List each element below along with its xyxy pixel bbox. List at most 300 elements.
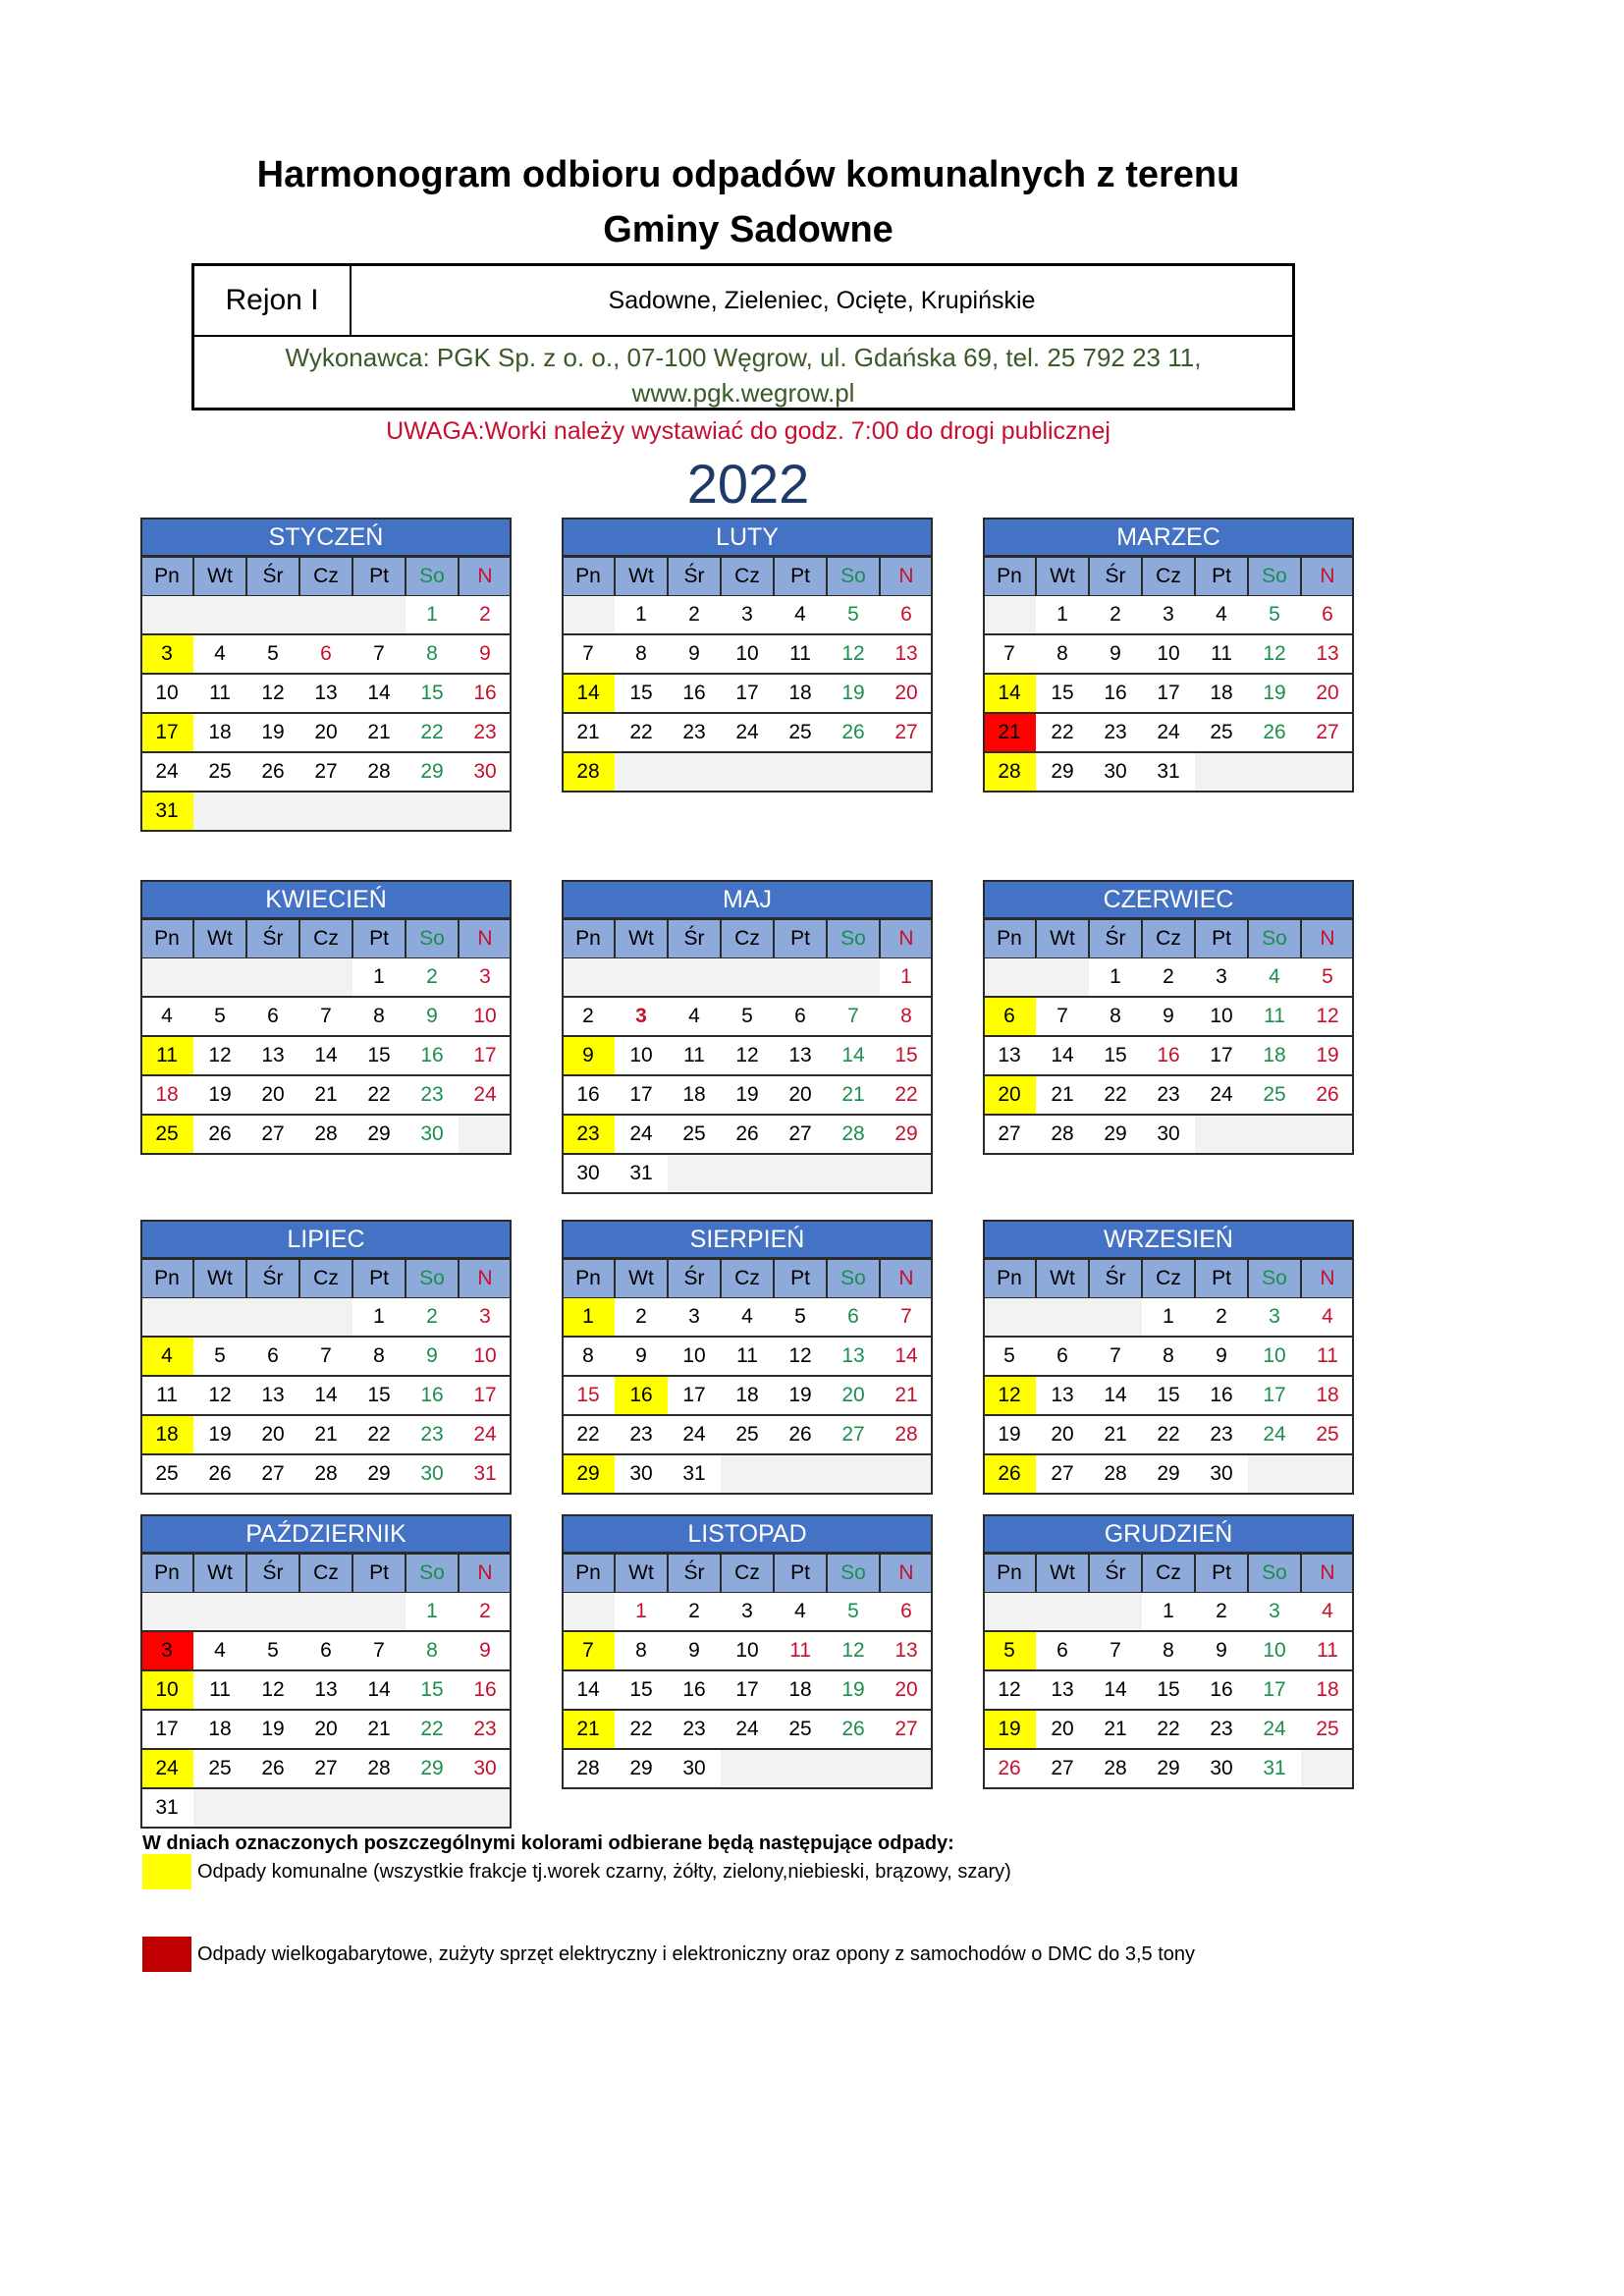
day-cell: 11 [774, 635, 827, 675]
day-cell: 11 [668, 1037, 721, 1076]
day-cell: 27 [246, 1455, 299, 1495]
weekday-header: N [880, 557, 933, 596]
day-cell: 18 [140, 1416, 193, 1455]
month-calendar [140, 1220, 512, 1495]
day-cell: 27 [774, 1116, 827, 1155]
day-cell: 24 [615, 1116, 668, 1155]
day-cell: 17 [1142, 675, 1195, 714]
day-cell: 6 [246, 998, 299, 1037]
legend-swatch [142, 1937, 191, 1972]
day-cell: 20 [299, 714, 352, 753]
day-cell: 15 [352, 1377, 406, 1416]
day-cell: 23 [1142, 1076, 1195, 1116]
day-cell: 9 [1195, 1338, 1248, 1377]
empty-cell [299, 1789, 352, 1829]
weekday-header: N [459, 557, 512, 596]
day-cell: 3 [615, 998, 668, 1037]
weekday-header: Pt [774, 1259, 827, 1298]
day-cell: 13 [246, 1037, 299, 1076]
day-cell: 8 [615, 635, 668, 675]
day-cell: 8 [880, 998, 933, 1037]
empty-cell [721, 1155, 774, 1194]
day-cell: 4 [193, 635, 246, 675]
day-cell: 13 [983, 1037, 1036, 1076]
day-cell: 5 [246, 635, 299, 675]
day-cell: 31 [615, 1155, 668, 1194]
weekday-header: Pt [1195, 919, 1248, 958]
day-cell: 10 [615, 1037, 668, 1076]
day-cell: 16 [615, 1377, 668, 1416]
day-cell: 17 [459, 1377, 512, 1416]
day-cell: 19 [827, 1671, 880, 1711]
day-cell: 9 [1089, 635, 1142, 675]
day-cell: 5 [983, 1632, 1036, 1671]
weekday-header: Pn [140, 919, 193, 958]
weekday-header: Śr [246, 557, 299, 596]
day-cell: 27 [880, 714, 933, 753]
weekday-header: N [459, 1554, 512, 1593]
day-cell: 8 [352, 1338, 406, 1377]
weekday-header: Śr [246, 919, 299, 958]
day-cell: 30 [668, 1750, 721, 1789]
day-cell: 2 [562, 998, 615, 1037]
day-cell: 27 [1301, 714, 1354, 753]
weekday-header: N [880, 919, 933, 958]
day-cell: 12 [1301, 998, 1354, 1037]
day-cell: 9 [668, 1632, 721, 1671]
day-cell: 24 [721, 714, 774, 753]
day-cell: 11 [193, 1671, 246, 1711]
day-cell: 6 [880, 596, 933, 635]
empty-cell [668, 958, 721, 998]
day-cell: 20 [880, 1671, 933, 1711]
day-cell: 25 [1301, 1416, 1354, 1455]
day-cell: 13 [299, 1671, 352, 1711]
day-cell: 22 [352, 1416, 406, 1455]
day-cell: 22 [406, 1711, 459, 1750]
day-cell: 4 [140, 1338, 193, 1377]
day-cell: 24 [140, 753, 193, 793]
empty-cell [721, 1455, 774, 1495]
weekday-header: Pn [983, 1554, 1036, 1593]
empty-cell [615, 958, 668, 998]
day-cell: 22 [406, 714, 459, 753]
day-cell: 3 [1248, 1593, 1301, 1632]
weekday-header: Cz [721, 557, 774, 596]
day-cell: 15 [406, 1671, 459, 1711]
day-cell: 16 [406, 1377, 459, 1416]
weekday-header: Śr [668, 1554, 721, 1593]
day-cell: 2 [1195, 1593, 1248, 1632]
day-cell: 22 [880, 1076, 933, 1116]
day-cell: 14 [827, 1037, 880, 1076]
day-cell: 9 [615, 1338, 668, 1377]
day-cell: 11 [1248, 998, 1301, 1037]
day-cell: 4 [1248, 958, 1301, 998]
day-cell: 10 [668, 1338, 721, 1377]
day-cell: 12 [983, 1377, 1036, 1416]
day-cell: 18 [193, 714, 246, 753]
day-cell: 13 [774, 1037, 827, 1076]
day-cell: 22 [615, 1711, 668, 1750]
day-cell: 28 [352, 753, 406, 793]
day-cell: 15 [1036, 675, 1089, 714]
day-cell: 15 [615, 1671, 668, 1711]
empty-cell [193, 1789, 246, 1829]
weekday-header: Pt [352, 919, 406, 958]
month-name: WRZESIEŃ [983, 1220, 1354, 1259]
weekday-header: Pn [562, 919, 615, 958]
weekday-header: So [827, 557, 880, 596]
day-cell: 19 [1248, 675, 1301, 714]
weekday-header: Pn [983, 557, 1036, 596]
day-cell: 16 [668, 675, 721, 714]
day-cell: 30 [1089, 753, 1142, 793]
day-cell: 23 [1195, 1416, 1248, 1455]
day-cell: 19 [983, 1416, 1036, 1455]
day-cell: 29 [1089, 1116, 1142, 1155]
contractor-line-1: Wykonawca: PGK Sp. z o. o., 07-100 Węgrow, ul. Gdańska 69, tel. 25 792 23 11, [285, 343, 1202, 372]
day-cell: 23 [1195, 1711, 1248, 1750]
empty-cell [246, 1298, 299, 1338]
day-cell: 15 [352, 1037, 406, 1076]
empty-cell [983, 1593, 1036, 1632]
day-cell: 6 [1036, 1338, 1089, 1377]
weekday-header: Pt [774, 919, 827, 958]
day-cell: 9 [406, 1338, 459, 1377]
day-cell: 30 [406, 1116, 459, 1155]
day-cell: 3 [1195, 958, 1248, 998]
day-cell: 16 [459, 675, 512, 714]
day-cell: 26 [983, 1750, 1036, 1789]
month-name: CZERWIEC [983, 880, 1354, 919]
month-name: SIERPIEŃ [562, 1220, 933, 1259]
empty-cell [983, 1298, 1036, 1338]
day-cell: 8 [1036, 635, 1089, 675]
empty-cell [1036, 1298, 1089, 1338]
day-cell: 17 [1195, 1037, 1248, 1076]
empty-cell [615, 753, 668, 793]
day-cell: 31 [668, 1455, 721, 1495]
day-cell: 8 [562, 1338, 615, 1377]
weekday-header: So [406, 919, 459, 958]
day-cell: 4 [140, 998, 193, 1037]
day-cell: 10 [140, 1671, 193, 1711]
weekday-header: Wt [1036, 1259, 1089, 1298]
day-cell: 1 [562, 1298, 615, 1338]
day-cell: 19 [193, 1076, 246, 1116]
day-cell: 10 [140, 675, 193, 714]
weekday-header: Cz [299, 1554, 352, 1593]
day-cell: 20 [827, 1377, 880, 1416]
day-cell: 4 [668, 998, 721, 1037]
day-cell: 21 [352, 1711, 406, 1750]
empty-cell [1248, 1455, 1301, 1495]
weekday-header: N [1301, 557, 1354, 596]
day-cell: 3 [1248, 1298, 1301, 1338]
day-cell: 26 [721, 1116, 774, 1155]
day-cell: 18 [1195, 675, 1248, 714]
day-cell: 30 [1195, 1455, 1248, 1495]
weekday-header: Śr [668, 557, 721, 596]
weekday-header: So [406, 557, 459, 596]
weekday-header: Cz [721, 1259, 774, 1298]
empty-cell [774, 1750, 827, 1789]
weekday-header: So [827, 1554, 880, 1593]
weekday-header: Wt [193, 1259, 246, 1298]
weekday-header: Śr [1089, 919, 1142, 958]
day-cell: 23 [615, 1416, 668, 1455]
weekday-header: Pt [774, 557, 827, 596]
day-cell: 30 [406, 1455, 459, 1495]
day-cell: 19 [983, 1711, 1036, 1750]
empty-cell [774, 1155, 827, 1194]
day-cell: 8 [406, 1632, 459, 1671]
day-cell: 8 [406, 635, 459, 675]
day-cell: 29 [1036, 753, 1089, 793]
empty-cell [1036, 958, 1089, 998]
weekday-header: So [827, 919, 880, 958]
day-cell: 23 [406, 1416, 459, 1455]
month-name: PAŹDZIERNIK [140, 1514, 512, 1554]
day-cell: 2 [668, 1593, 721, 1632]
month-name: GRUDZIEŃ [983, 1514, 1354, 1554]
day-cell: 2 [459, 1593, 512, 1632]
day-cell: 1 [1036, 596, 1089, 635]
day-cell: 21 [1089, 1711, 1142, 1750]
day-cell: 20 [1036, 1416, 1089, 1455]
empty-cell [246, 958, 299, 998]
day-cell: 9 [1195, 1632, 1248, 1671]
day-cell: 1 [406, 1593, 459, 1632]
day-cell: 3 [140, 635, 193, 675]
weekday-header: Cz [1142, 1554, 1195, 1593]
empty-cell [1301, 1116, 1354, 1155]
empty-cell [880, 1750, 933, 1789]
month-name: MARZEC [983, 518, 1354, 557]
day-cell: 1 [880, 958, 933, 998]
day-cell: 10 [1248, 1338, 1301, 1377]
weekday-header: N [880, 1554, 933, 1593]
day-cell: 11 [774, 1632, 827, 1671]
day-cell: 16 [1142, 1037, 1195, 1076]
empty-cell [880, 1155, 933, 1194]
day-cell: 1 [352, 958, 406, 998]
day-cell: 3 [721, 1593, 774, 1632]
day-cell: 2 [406, 1298, 459, 1338]
empty-cell [246, 1593, 299, 1632]
weekday-header: Wt [193, 557, 246, 596]
day-cell: 15 [1142, 1671, 1195, 1711]
day-cell: 4 [774, 1593, 827, 1632]
day-cell: 30 [1142, 1116, 1195, 1155]
day-cell: 21 [562, 1711, 615, 1750]
month-name: STYCZEŃ [140, 518, 512, 557]
day-cell: 29 [1142, 1750, 1195, 1789]
day-cell: 17 [140, 1711, 193, 1750]
day-cell: 4 [721, 1298, 774, 1338]
day-cell: 14 [562, 1671, 615, 1711]
month-name: LIPIEC [140, 1220, 512, 1259]
day-cell: 24 [721, 1711, 774, 1750]
day-cell: 6 [827, 1298, 880, 1338]
day-cell: 24 [1195, 1076, 1248, 1116]
region-places: Sadowne, Zieleniec, Ocięte, Krupińskie [608, 286, 1036, 314]
day-cell: 14 [562, 675, 615, 714]
month-calendar [140, 518, 512, 832]
month-calendar [562, 1514, 933, 1789]
day-cell: 25 [774, 714, 827, 753]
day-cell: 28 [1089, 1750, 1142, 1789]
contractor-row [194, 337, 1292, 413]
day-cell: 1 [615, 1593, 668, 1632]
day-cell: 3 [668, 1298, 721, 1338]
day-cell: 18 [140, 1076, 193, 1116]
weekday-header: Pt [352, 557, 406, 596]
weekday-header: Pt [774, 1554, 827, 1593]
day-cell: 20 [1036, 1711, 1089, 1750]
weekday-header: N [459, 919, 512, 958]
day-cell: 20 [774, 1076, 827, 1116]
empty-cell [352, 1789, 406, 1829]
day-cell: 5 [246, 1632, 299, 1671]
region-row [194, 266, 1292, 337]
contractor-website[interactable]: www.pgk.wegrow.pl [631, 378, 855, 408]
day-cell: 5 [721, 998, 774, 1037]
day-cell: 24 [1142, 714, 1195, 753]
day-cell: 25 [721, 1416, 774, 1455]
day-cell: 12 [193, 1377, 246, 1416]
day-cell: 9 [562, 1037, 615, 1076]
day-cell: 29 [406, 753, 459, 793]
month-name: LUTY [562, 518, 933, 557]
empty-cell [562, 958, 615, 998]
empty-cell [459, 1116, 512, 1155]
weekday-header: Wt [1036, 1554, 1089, 1593]
month-name: LISTOPAD [562, 1514, 933, 1554]
day-cell: 31 [140, 793, 193, 832]
day-cell: 4 [193, 1632, 246, 1671]
day-cell: 11 [1301, 1632, 1354, 1671]
day-cell: 26 [193, 1455, 246, 1495]
month-calendar [140, 880, 512, 1155]
day-cell: 5 [774, 1298, 827, 1338]
day-cell: 23 [562, 1116, 615, 1155]
day-cell: 24 [1248, 1416, 1301, 1455]
day-cell: 29 [352, 1116, 406, 1155]
empty-cell [246, 793, 299, 832]
day-cell: 7 [562, 1632, 615, 1671]
day-cell: 22 [1142, 1711, 1195, 1750]
day-cell: 9 [406, 998, 459, 1037]
day-cell: 7 [352, 1632, 406, 1671]
day-cell: 28 [1036, 1116, 1089, 1155]
warning-note: UWAGA:Worki należy wystawiać do godz. 7:00 do drogi publicznej [386, 417, 1110, 445]
day-cell: 20 [246, 1076, 299, 1116]
weekday-header: Śr [668, 1259, 721, 1298]
weekday-header: Pn [140, 557, 193, 596]
empty-cell [1301, 753, 1354, 793]
day-cell: 27 [246, 1116, 299, 1155]
empty-cell [459, 793, 512, 832]
weekday-header: Pt [352, 1259, 406, 1298]
weekday-header: Wt [193, 1554, 246, 1593]
weekday-header: Wt [615, 557, 668, 596]
day-cell: 15 [615, 675, 668, 714]
day-cell: 23 [668, 1711, 721, 1750]
weekday-header: Śr [1089, 1554, 1142, 1593]
day-cell: 26 [827, 714, 880, 753]
day-cell: 18 [1248, 1037, 1301, 1076]
weekday-header: Cz [299, 557, 352, 596]
day-cell: 18 [193, 1711, 246, 1750]
day-cell: 18 [1301, 1377, 1354, 1416]
day-cell: 10 [721, 1632, 774, 1671]
day-cell: 27 [827, 1416, 880, 1455]
empty-cell [1036, 1593, 1089, 1632]
day-cell: 31 [140, 1789, 193, 1829]
empty-cell [774, 1455, 827, 1495]
empty-cell [193, 793, 246, 832]
empty-cell [1301, 1455, 1354, 1495]
weekday-header: Śr [246, 1259, 299, 1298]
weekday-header: Śr [668, 919, 721, 958]
day-cell: 16 [1089, 675, 1142, 714]
day-cell: 28 [880, 1416, 933, 1455]
day-cell: 14 [299, 1377, 352, 1416]
day-cell: 23 [459, 714, 512, 753]
day-cell: 16 [1195, 1377, 1248, 1416]
day-cell: 26 [1248, 714, 1301, 753]
day-cell: 7 [827, 998, 880, 1037]
empty-cell [827, 1455, 880, 1495]
month-calendar [562, 880, 933, 1194]
weekday-header: Cz [1142, 557, 1195, 596]
empty-cell [299, 958, 352, 998]
day-cell: 17 [1248, 1377, 1301, 1416]
day-cell: 15 [562, 1377, 615, 1416]
day-cell: 5 [983, 1338, 1036, 1377]
day-cell: 25 [1248, 1076, 1301, 1116]
day-cell: 25 [140, 1455, 193, 1495]
day-cell: 19 [774, 1377, 827, 1416]
day-cell: 18 [774, 1671, 827, 1711]
day-cell: 13 [1036, 1377, 1089, 1416]
day-cell: 14 [1036, 1037, 1089, 1076]
day-cell: 4 [1195, 596, 1248, 635]
day-cell: 13 [880, 1632, 933, 1671]
day-cell: 27 [299, 1750, 352, 1789]
day-cell: 30 [615, 1455, 668, 1495]
day-cell: 1 [1142, 1298, 1195, 1338]
day-cell: 5 [827, 1593, 880, 1632]
legend-item [142, 1937, 1195, 1972]
day-cell: 1 [352, 1298, 406, 1338]
day-cell: 21 [299, 1076, 352, 1116]
day-cell: 17 [615, 1076, 668, 1116]
weekday-header: Śr [1089, 557, 1142, 596]
day-cell: 23 [406, 1076, 459, 1116]
day-cell: 1 [1089, 958, 1142, 998]
weekday-header: N [1301, 1554, 1354, 1593]
day-cell: 2 [615, 1298, 668, 1338]
empty-cell [299, 596, 352, 635]
day-cell: 21 [562, 714, 615, 753]
empty-cell [193, 1298, 246, 1338]
day-cell: 8 [1142, 1338, 1195, 1377]
day-cell: 18 [668, 1076, 721, 1116]
day-cell: 22 [615, 714, 668, 753]
